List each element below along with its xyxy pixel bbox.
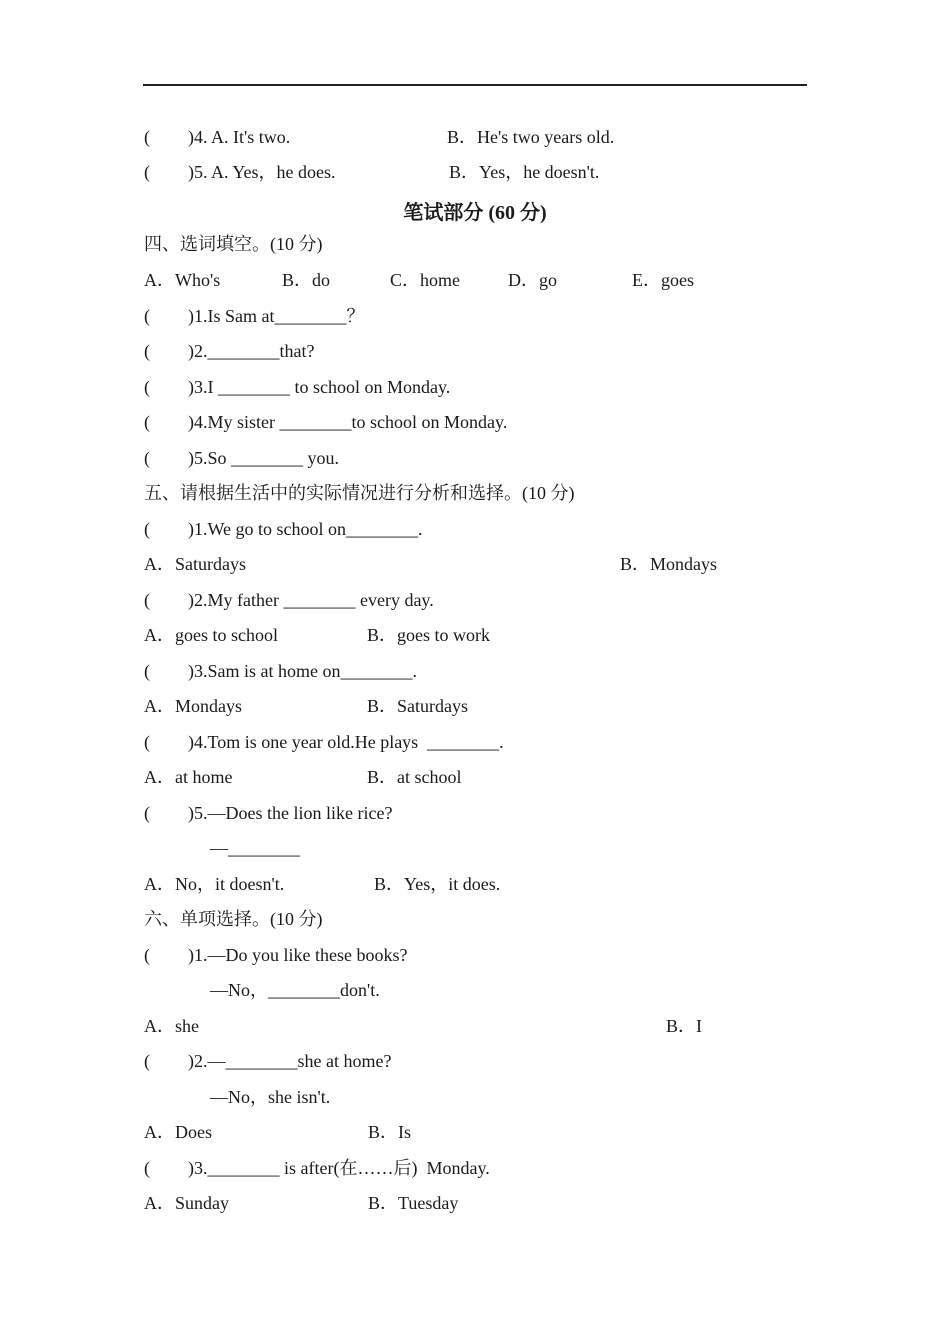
question-stem: )2.—________she at home? [188, 1051, 392, 1071]
written-section-title: 笔试部分 (60 分) [403, 202, 547, 224]
option-a: A．No，it doesn't. [144, 874, 285, 894]
option-b: B．Saturdays [367, 696, 468, 716]
paren: ( [144, 377, 150, 397]
question-stem: )4.Tom is one year old.He plays ________. [188, 732, 504, 752]
paren: ( [144, 803, 150, 823]
question-stem: )2.My father ________ every day. [188, 590, 434, 610]
question-stem: )2.________that? [188, 341, 315, 361]
option-b: B．Yes，he doesn't. [449, 162, 600, 182]
option-b: B．goes to work [367, 625, 490, 645]
option-b: B．Tuesday [368, 1193, 459, 1213]
dialog-reply: —No，she isn't. [210, 1087, 331, 1107]
question-stem: )5.So ________ you. [188, 448, 340, 468]
dialog-reply: —No，________don't. [210, 980, 380, 1000]
question-stem: )3.Sam is at home on________. [188, 661, 417, 681]
option-b: B．I [666, 1016, 702, 1036]
option-b: B．at school [367, 767, 462, 787]
option-a: A．Mondays [144, 696, 242, 716]
question-stem: )5. A. Yes，he does. [188, 162, 336, 182]
word-option: A．Who's [144, 270, 221, 290]
paren: ( [144, 519, 150, 539]
option-a: A．goes to school [144, 625, 278, 645]
option-a: A．Saturdays [144, 554, 246, 574]
paren: ( [144, 162, 150, 182]
section-heading: 四、选词填空。(10 分) [144, 234, 323, 254]
option-a: A．Does [144, 1122, 212, 1142]
option-a: A．she [144, 1016, 199, 1036]
paren: ( [144, 732, 150, 752]
paren: ( [144, 590, 150, 610]
word-option: D．go [508, 270, 557, 290]
word-option: C．home [390, 270, 460, 290]
question-stem: )1.—Do you like these books? [188, 945, 408, 965]
question-stem: )1.Is Sam at________？ [188, 306, 365, 326]
option-b: B．Yes，it does. [374, 874, 501, 894]
paren: ( [144, 127, 150, 147]
question-stem: )3.________ is after(在……后) Monday. [188, 1158, 490, 1178]
question-stem: )4. A. It's two. [188, 127, 291, 147]
option-b: B．Mondays [620, 554, 718, 574]
paren: ( [144, 448, 150, 468]
option-b: B．Is [368, 1122, 412, 1142]
paren: ( [144, 661, 150, 681]
paren: ( [144, 945, 150, 965]
paren: ( [144, 1051, 150, 1071]
top-rule [143, 84, 807, 86]
dialog-reply: —________ [210, 838, 300, 858]
question-stem: )1.We go to school on________. [188, 519, 423, 539]
question-stem: )5.—Does the lion like rice? [188, 803, 393, 823]
word-option: B．do [282, 270, 331, 290]
paren: ( [144, 1158, 150, 1178]
question-stem: )4.My sister ________to school on Monday. [188, 412, 508, 432]
section-heading: 六、单项选择。(10 分) [144, 909, 323, 929]
word-option: E．goes [632, 270, 694, 290]
option-b: B．He's two years old. [447, 127, 615, 147]
paren: ( [144, 341, 150, 361]
option-a: A．Sunday [144, 1193, 229, 1213]
question-stem: )3.I ________ to school on Monday. [188, 377, 451, 397]
option-a: A．at home [144, 767, 233, 787]
paren: ( [144, 412, 150, 432]
section-heading: 五、请根据生活中的实际情况进行分析和选择。(10 分) [144, 483, 575, 503]
paren: ( [144, 306, 150, 326]
